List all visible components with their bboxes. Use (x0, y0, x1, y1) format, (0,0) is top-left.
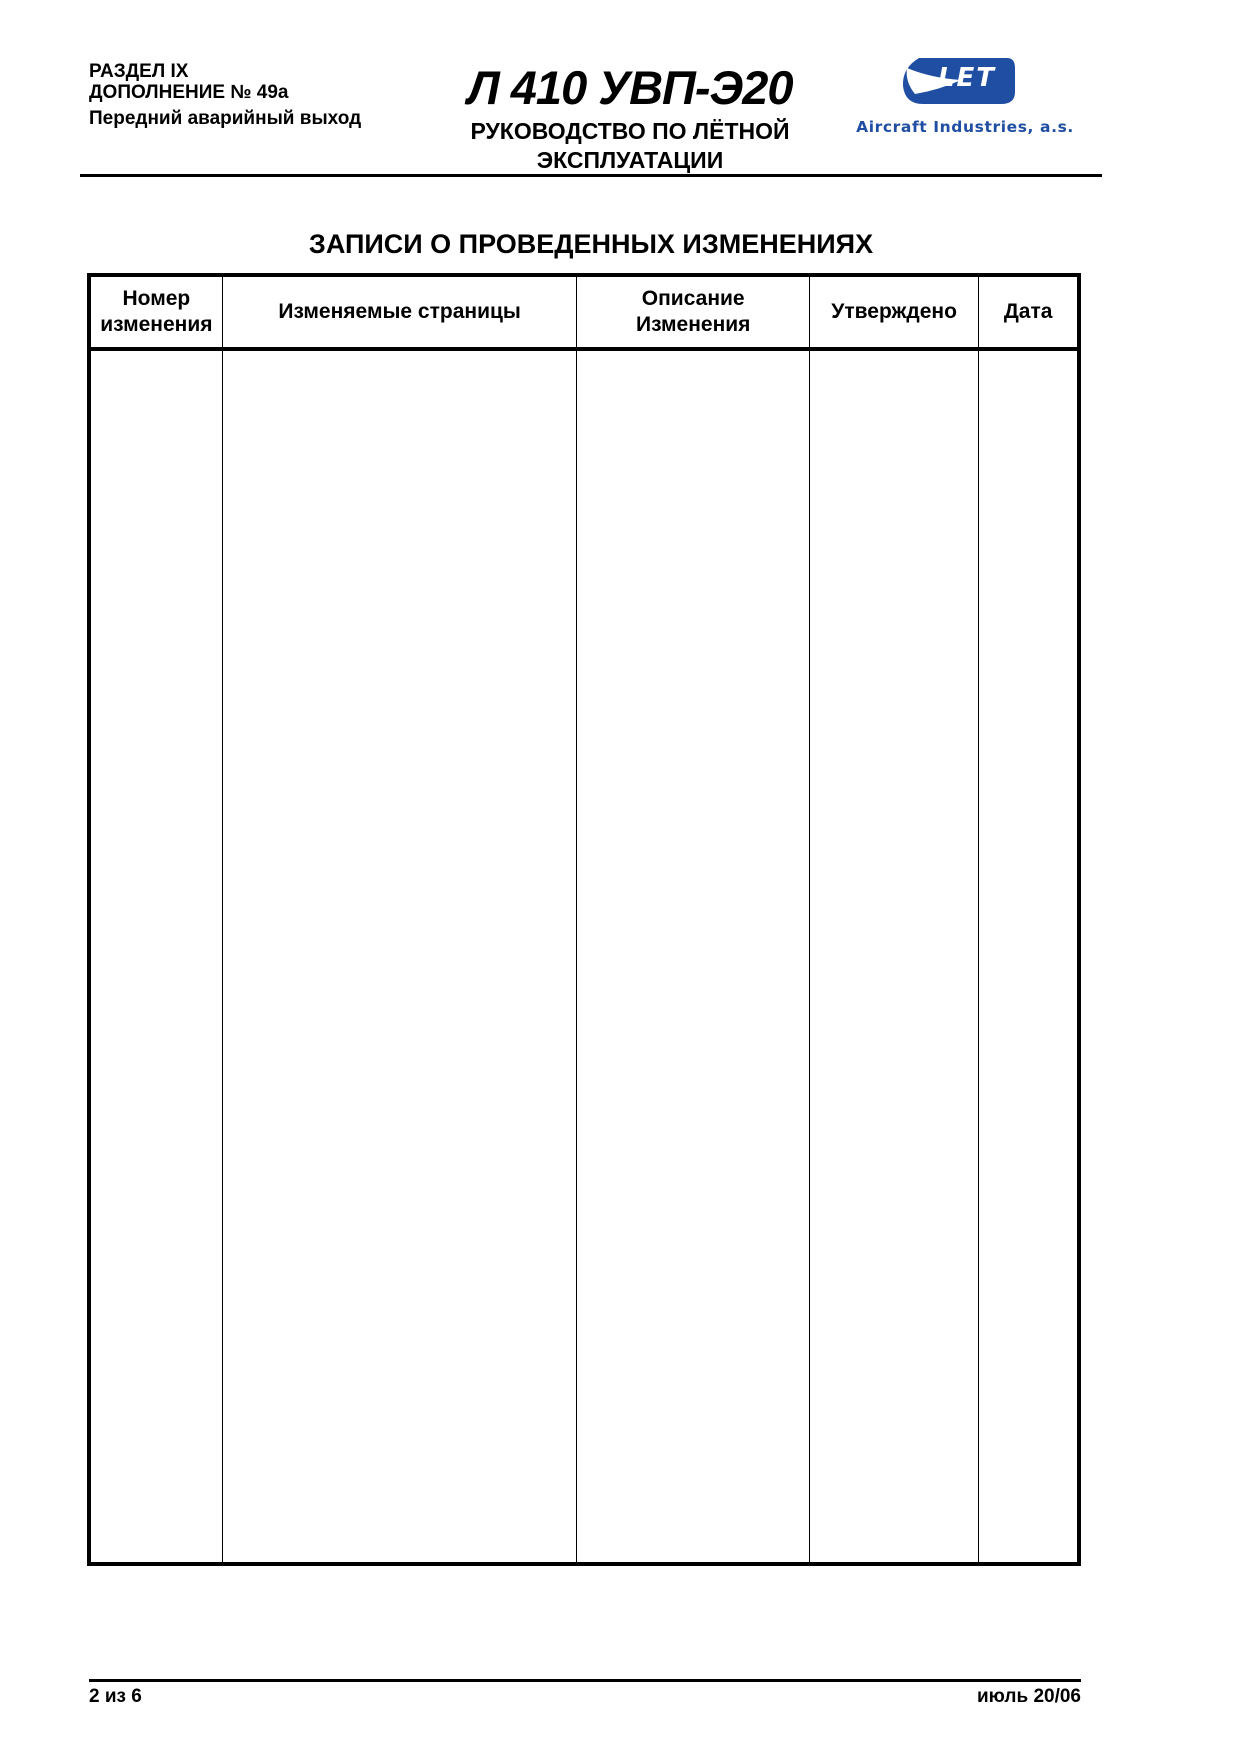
col-header-text: Изменения (635, 313, 751, 336)
col-header-date (979, 275, 1079, 349)
col-header-text: Изменяемые страницы (278, 300, 521, 323)
col-header-changed-pages (222, 275, 577, 349)
table-cell (222, 349, 577, 1564)
let-logo-icon (901, 56, 1019, 108)
header-left (89, 61, 429, 129)
supplement-title: Передний аварийный выход (89, 108, 362, 129)
supplement-number: ДОПОЛНЕНИЕ № 49a (89, 82, 289, 103)
page-number: 2 из 6 (89, 1686, 142, 1707)
page-title: ЗАПИСИ О ПРОВЕДЕННЫХ ИЗМЕНЕНИЯХ (308, 229, 874, 259)
col-header-description (577, 275, 809, 349)
manual-title-line1: РУКОВОДСТВО ПО ЛЁТНОЙ (470, 118, 790, 144)
col-header-text: Утверждено (831, 300, 957, 323)
col-header-text: Номер (122, 287, 191, 310)
manual-title-line2: ЭКСПЛУАТАЦИИ (536, 147, 724, 173)
col-header-text: Дата (1003, 300, 1053, 323)
footer-divider (89, 1679, 1081, 1682)
table-cell (979, 349, 1079, 1564)
revision-date: июль 20/06 (976, 1686, 1081, 1707)
table-cell (577, 349, 809, 1564)
header-center (455, 60, 805, 174)
table-cell (809, 349, 978, 1564)
table-empty-body-row (89, 349, 1079, 1564)
section-label: РАЗДЕЛ IX (89, 61, 189, 82)
company-logo (845, 56, 1085, 146)
table-header-row (89, 275, 1079, 349)
logo-company-name: Aircraft Industries, a.s. (856, 118, 1074, 136)
logo-badge-text: LET (937, 63, 997, 93)
col-header-text: Описание (641, 287, 745, 310)
revision-records-table (87, 273, 1081, 1566)
aircraft-designation: Л 410 УВП-Э20 (467, 61, 793, 114)
table-cell (89, 349, 222, 1564)
col-header-approved (809, 275, 978, 349)
col-header-text: изменения (100, 313, 213, 336)
col-header-revision-number (89, 275, 222, 349)
header-divider (80, 174, 1102, 177)
